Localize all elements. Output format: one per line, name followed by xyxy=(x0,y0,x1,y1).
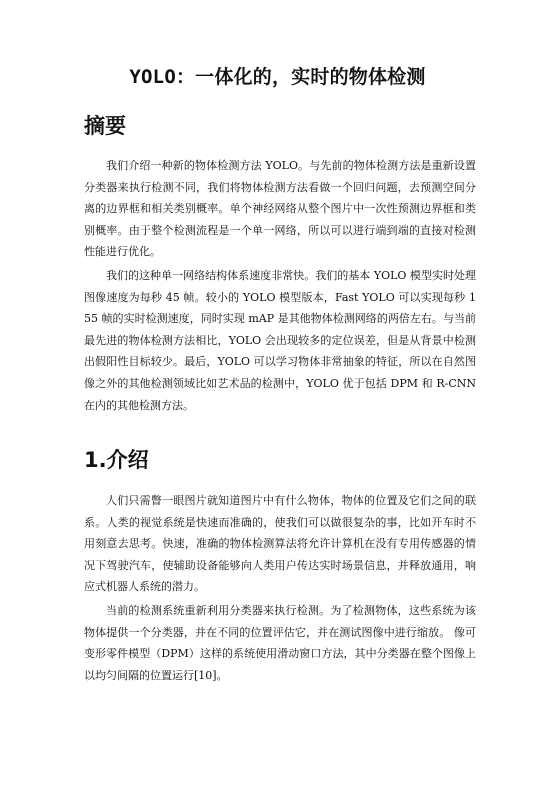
introduction-heading: 1.介绍 xyxy=(84,448,149,472)
introduction-paragraph: 当前的检测系统重新利用分类器来执行检测。为了检测物体，这些系统为该物体提供一个分类器，并在不同的位置评估它，并在测试图像中进行缩放。 像可变形零件模型（DPM）这样的系统使用滑动窗口方法，其中分类器在整个图像上以均匀间隔的位置运行[10]。 xyxy=(84,603,476,682)
abstract-paragraph: 我们介绍一种新的物体检测方法 YOLO。与先前的物体检测方法是重新设置分类器来执行检测不同，我们将物体检测方法看做一个回归问题，去预测空间分离的边界框和相关类别概率。单个神经网络从整个图片中一次性预测边界框和类别概率。由于整个检测流程是一个单一网络，所以可以进行端到端的直接对检测性能进行优化。 xyxy=(84,159,476,259)
introduction-paragraph: 人们只需瞥一眼图片就知道图片中有什么物体，物体的位置及它们之间的联系。人类的视觉系统是快速而准确的，使我们可以做很复杂的事，比如开车时不用刻意去思考。快速，准确的物体检测算法将允许计算机在没有专用传感器的情况下驾驶汽车，使辅助设备能够向人类用户传达实时场景信息，并释放通用，响应式机器人系统的潜力。 xyxy=(84,494,476,594)
abstract-heading: 摘要 xyxy=(84,114,126,138)
abstract-body xyxy=(84,155,476,416)
abstract-paragraph: 我们的这种单一网络结构体系速度非常快。我们的基本 YOLO 模型实时处理图像速度为每秒 45 帧。较小的 YOLO 模型版本，Fast YOLO 可以实现每秒 155 帧的实时检测速度，同时实现 mAP 是其他物体检测网络的两倍左右。与当前最先进的物体检测方法相比，YOLO 会出现较多的定位误差，但是从背景中检测出假阳性目标较少。最后，YOLO 可以学习物体非常抽象的特征，所以在自然图像之外的其他检测领域比如艺术品的检测中，YOLO 优于包括 DPM 和 R-CNN 在内的其他检测方法。 xyxy=(84,268,476,412)
introduction-body xyxy=(84,490,476,686)
document-title: YOLO：一体化的，实时的物体检测 xyxy=(129,66,426,88)
